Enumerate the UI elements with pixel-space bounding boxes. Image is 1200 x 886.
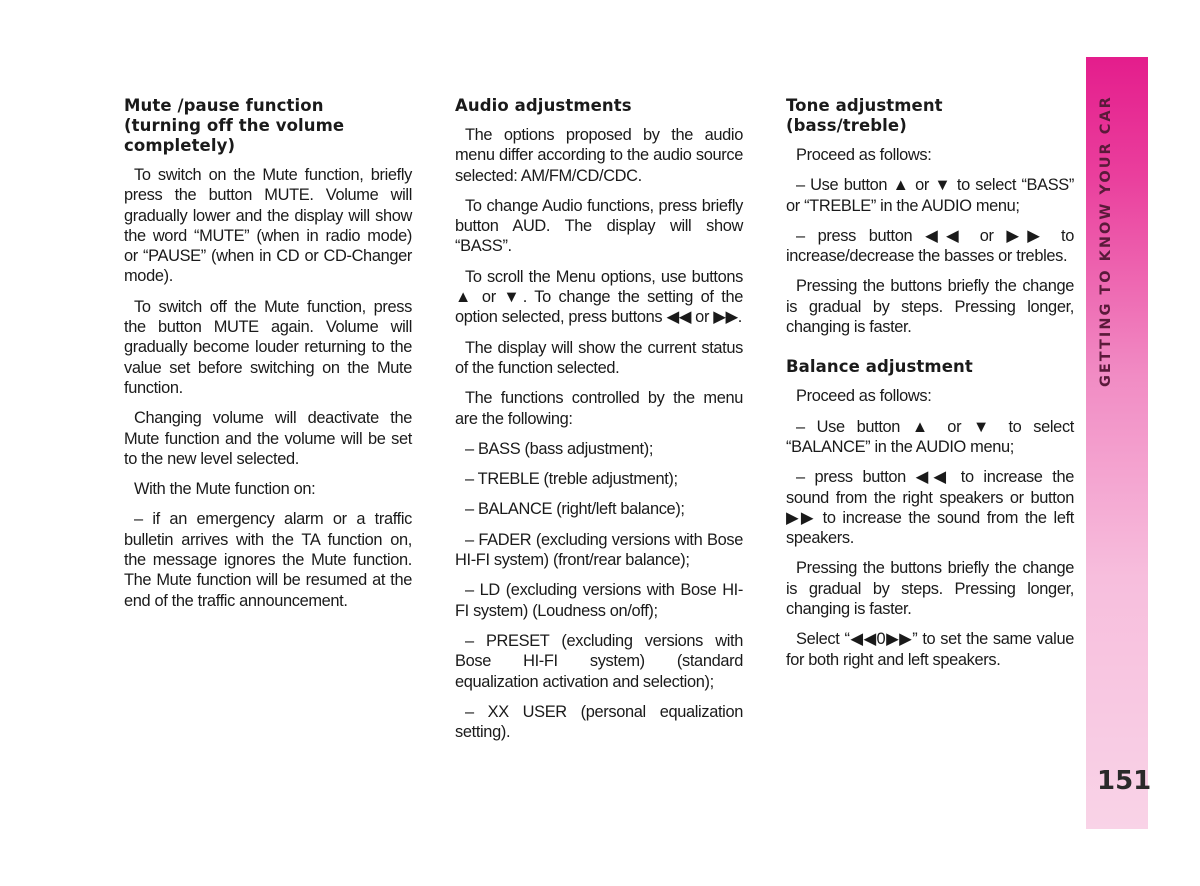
paragraph: Pressing the buttons briefly the change is gradual by steps. Pressing longer, changing is faster. (786, 559, 1074, 619)
list-item: – XX USER (personal equalization setting). (455, 702, 743, 742)
list-item: – BALANCE (right/left balance); (465, 500, 685, 519)
column-audio-adjustments (455, 96, 743, 752)
paragraph: – if an emergency alarm or a traffic bulletin arrives with the TA function on, the message ignores the Mute function. The Mute function will be resumed at the end of the traffic announcement. (124, 510, 412, 610)
paragraph: With the Mute function on: (134, 480, 316, 499)
list-item: – LD (excluding versions with Bose HI-FI system) (Loudness on/off); (455, 581, 743, 620)
paragraph: To scroll the Menu options, use buttons ▲ or ▼. To change the setting of the option selected, press buttons ◀◀ or ▶▶. (455, 267, 743, 327)
list-item: – BASS (bass adjustment); (465, 439, 654, 458)
list-item: – FADER (excluding versions with Bose HI-FI system) (front/rear balance); (455, 530, 743, 570)
paragraph: – press button ◀◀ or ▶▶ to increase/decrease the basses or trebles. (786, 226, 1074, 266)
section-title: GETTING TO KNOW YOUR CAR (1098, 95, 1114, 387)
list-item: – TREBLE (treble adjustment); (465, 470, 678, 489)
balance-adjustment-heading: Balance adjustment (786, 357, 973, 377)
tone-adjustment-heading: Tone adjustment (bass/treble) (786, 96, 943, 135)
paragraph: Pressing the buttons briefly the change is gradual by steps. Pressing longer, changing is faster. (786, 277, 1074, 337)
list-item: – PRESET (excluding versions with Bose HI-FI system) (standard equalization activation and selection); (455, 631, 743, 691)
paragraph: Proceed as follows: (796, 387, 932, 406)
paragraph: To switch on the Mute function, briefly press the button MUTE. Volume will gradually lower and the display will show the word “MUTE” (when in radio mode) or “PAUSE” (when in CD or CD-Changer mode). (124, 166, 412, 286)
paragraph: – Use button ▲ or ▼ to select “BALANCE” in the AUDIO menu; (786, 417, 1074, 456)
paragraph: The functions controlled by the menu are the following: (455, 389, 743, 428)
mute-pause-heading: Mute /pause function (turning off the volume completely) (124, 96, 345, 155)
column-mute-pause (124, 96, 412, 621)
section-sidebar (1086, 57, 1148, 829)
column-tone-balance (786, 96, 1074, 680)
paragraph: – Use button ▲ or ▼ to select “BASS” or “TREBLE” in the AUDIO menu; (786, 176, 1074, 215)
paragraph: Changing volume will deactivate the Mute function and the volume will be set to the new level selected. (124, 409, 412, 468)
paragraph: Select “◀◀0▶▶” to set the same value for both right and left speakers. (786, 630, 1074, 669)
paragraph: The options proposed by the audio menu differ according to the audio source selected: AM/FM/CD/CDC. (455, 126, 743, 185)
paragraph: To change Audio functions, press briefly button AUD. The display will show “BASS”. (455, 196, 743, 256)
page-number: 151 (1097, 766, 1152, 796)
paragraph: To switch off the Mute function, press the button MUTE again. Volume will gradually become louder returning to the value set before switching on the Mute function. (124, 297, 412, 397)
paragraph: – press button ◀◀ to increase the sound from the right speakers or button ▶▶ to increase the sound from the left speakers. (786, 468, 1074, 548)
paragraph: The display will show the current status of the function selected. (455, 338, 743, 377)
paragraph: Proceed as follows: (796, 146, 932, 164)
audio-adjustments-heading: Audio adjustments (455, 96, 632, 115)
